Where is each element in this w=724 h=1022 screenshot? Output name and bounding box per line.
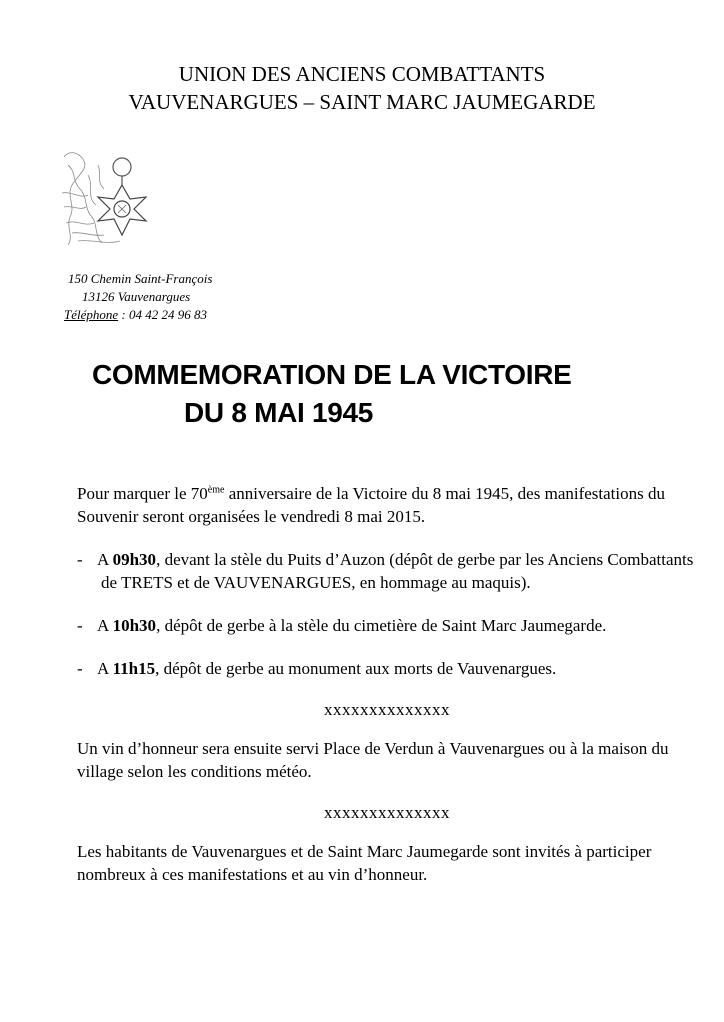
- title-line-1: COMMEMORATION DE LA VICTOIRE: [92, 359, 572, 390]
- header-line-1: UNION DES ANCIENS COMBATTANTS: [178, 62, 546, 86]
- event-time: 10h30: [112, 616, 157, 635]
- separator: xxxxxxxxxxxxxx: [324, 803, 450, 822]
- address-phone: [60, 306, 300, 324]
- address-city: 13126 Vauvenargues: [82, 289, 191, 304]
- vin-paragraph: Un vin d’honneur sera ensuite servi Place de Verdun à Vauvenargues ou à la maison du village selon les conditions météo.: [77, 739, 669, 781]
- association-header: [0, 60, 724, 116]
- list-item: - A 09h30, devant la stèle du Puits d’Auzon (dépôt de gerbe par les Anciens Combattants de TRETS et de VAUVENARGUES, en hommage au maquis).: [77, 550, 694, 592]
- list-dash: -: [77, 550, 83, 569]
- list-dash: -: [77, 659, 83, 678]
- address-block: [60, 270, 300, 324]
- military-cross-icon: [58, 145, 168, 250]
- document-body: [77, 482, 697, 886]
- superscript-eme: ème: [207, 484, 225, 496]
- closing-paragraph: Les habitants de Vauvenargues et de Saint Marc Jaumegarde sont invités à participer nombreux à ces manifestations et au vin d’honneur.: [77, 842, 652, 884]
- title-line-2: DU 8 MAI 1945: [184, 397, 374, 428]
- event-time: 09h30: [112, 550, 157, 569]
- list-item: - A 10h30, dépôt de gerbe à la stèle du cimetière de Saint Marc Jaumegarde.: [77, 616, 607, 635]
- list-item: - A 11h15, dépôt de gerbe au monument aux morts de Vauvenargues.: [77, 659, 557, 678]
- header-line-2: VAUVENARGUES – SAINT MARC JAUMEGARDE: [128, 90, 596, 114]
- address-street: 150 Chemin Saint-François: [68, 271, 213, 286]
- separator: xxxxxxxxxxxxxx: [324, 700, 450, 719]
- phone-value: : 04 42 24 96 83: [118, 307, 207, 322]
- page-title: [92, 356, 692, 432]
- event-time: 11h15: [112, 659, 156, 678]
- intro-paragraph: Pour marquer le 70ème anniversaire de la Victoire du 8 mai 1945, des manifestations du Souvenir seront organisées le vendredi 8 mai 2015.: [77, 484, 665, 526]
- list-dash: -: [77, 616, 83, 635]
- phone-label: Téléphone: [64, 307, 119, 322]
